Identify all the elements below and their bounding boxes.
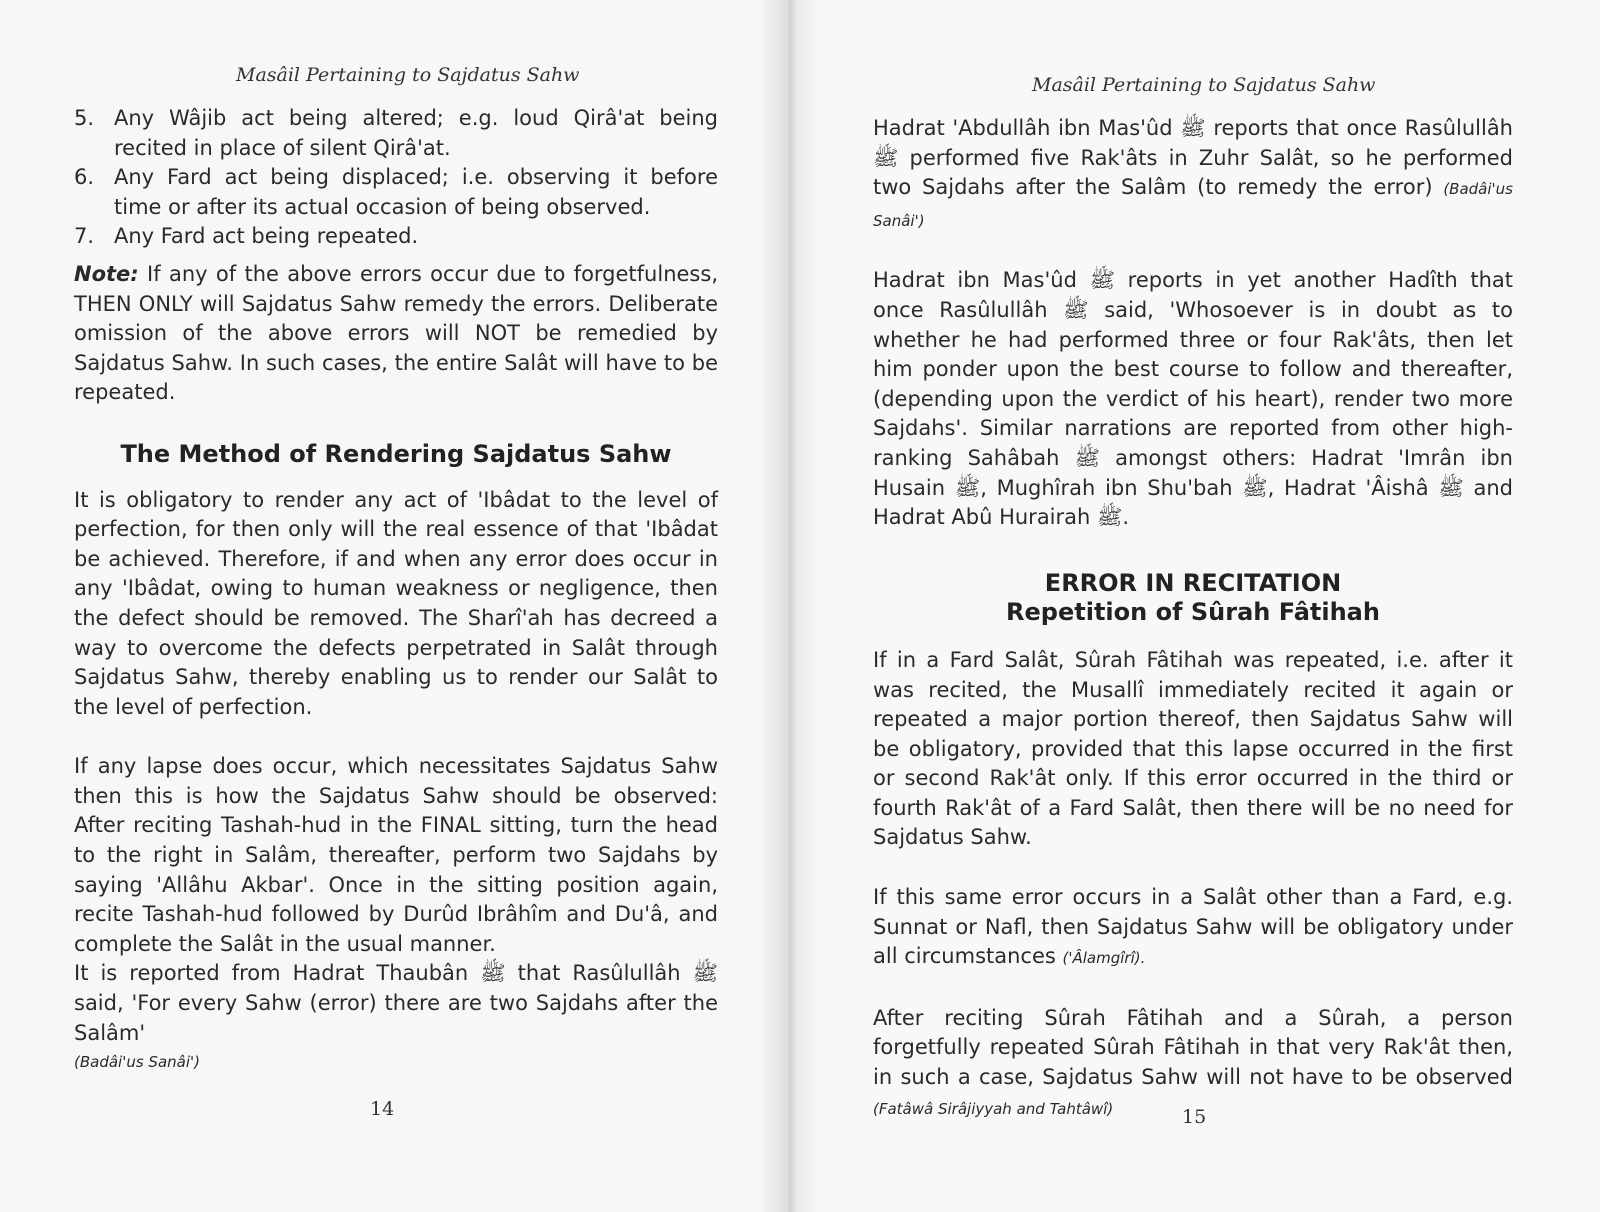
page-number: 15 <box>1182 1106 1207 1128</box>
list-text: Any Fard act being repeated. <box>114 224 419 249</box>
citation: (Badâi'us Sanâi') <box>873 180 1513 230</box>
book-gutter <box>760 0 820 1212</box>
paragraph: Hadrat ibn Mas'ûd ﷺ reports in yet another Hadîth that once Rasûlullâh ﷺ said, 'Whosoever is in doubt as to whether he had performed three or four Rak'âts, then let him ponder upon the best course to follow and thereafter, (depending upon the verdict of his heart), render two more Sajdahs'. Similar narrations are reported from other high-ranking Sahâbah ﷺ amongst others: Hadrat 'Imrân ibn Husain ﷺ, Mughîrah ibn Shu'bah ﷺ, Hadrat 'Âishâ ﷺ and Hadrat Abû Hurairah ﷺ. <box>873 268 1514 530</box>
list-text: Any Wâjib act being altered; e.g. loud Qirâ'at being recited in place of silent Qirâ'at. <box>114 106 718 160</box>
list-text: Any Fard act being displaced; i.e. observing it before time or after its actual occasion of being observed. <box>114 165 718 219</box>
section-heading: ERROR IN RECITATION <box>1044 568 1342 597</box>
note-label: Note: <box>74 261 139 286</box>
paragraph: If in a Fard Salât, Sûrah Fâtihah was repeated, i.e. after it was recited, the Musallî immediately recited it again or repeated a major portion thereof, then Sajdatus Sahw will be obligatory, provided that this lapse occurred in the first or second Rak'ât only. If this error occurred in the third or fourth Rak'ât of a Fard Salât, then there will be no need for Sajdatus Sahw. <box>873 647 1513 850</box>
right-page <box>786 0 1600 1212</box>
paragraph-text: Hadrat 'Abdullâh ibn Mas'ûd ﷺ reports that once Rasûlullâh ﷺ performed five Rak'âts in Zuhr Salât, so he performed two Sajdahs after the Salâm (to remedy the error) <box>873 116 1513 200</box>
note-text: If any of the above errors occur due to forgetfulness, THEN ONLY will Sajdatus Sahw remedy the errors. Deliberate omission of the above errors will NOT be remedied by Sajdatus Sahw. In such cases, the entire Salât will have to be repeated. <box>74 261 718 405</box>
paragraph-text: If this same error occurs in a Salât other than a Fard, e.g. Sunnat or Nafl, then Sajdatus Sahw will be obligatory under all circumstances <box>873 885 1513 969</box>
list-item <box>74 163 718 222</box>
running-header: Masâil Pertaining to Sajdatus Sahw <box>236 64 580 86</box>
section-heading: The Method of Rendering Sajdatus Sahw <box>120 439 672 468</box>
list-number: 6. <box>74 165 95 190</box>
citation: (Badâi'us Sanâi') <box>74 1053 200 1072</box>
list-number: 5. <box>74 106 95 130</box>
list-item <box>74 222 718 252</box>
paragraph <box>873 114 1513 236</box>
left-body <box>74 104 718 1078</box>
paragraph-text: After reciting Sûrah Fâtihah and a Sûrah, a person forgetfully repeated Sûrah Fâtihah in that very Rak'ât then, in such a case, Sajdatus Sahw will not have to be observed <box>873 1005 1513 1090</box>
section-subheading: Repetition of Sûrah Fâtihah <box>1006 598 1380 627</box>
left-page <box>0 0 786 1212</box>
list-item <box>74 104 718 163</box>
list-number: 7. <box>74 224 95 249</box>
paragraph: If any lapse does occur, which necessitates Sajdatus Sahw then this is how the Sajdatus Sahw should be observed: After reciting Tashah-hud in the FINAL sitting, turn the head to the right in Salâm, thereafter, perform two Sajdahs by saying 'Allâhu Akbar'. Once in the sitting position again, recite Tashah-hud followed by Durûd Ibrâhîm and Du'â, and complete the Salât in the usual manner. <box>74 754 718 956</box>
paragraph <box>873 883 1513 974</box>
right-body <box>873 114 1513 1124</box>
citation: (Fatâwâ Sirâjiyyah and Tahtâwî) <box>873 1099 1114 1118</box>
running-header: Masâil Pertaining to Sajdatus Sahw <box>1032 74 1376 96</box>
citation: ('Âlamgîrî). <box>1062 949 1146 968</box>
paragraph: It is reported from Hadrat Thaubân ﷺ that Rasûlullâh ﷺ said, 'For every Sahw (error) there are two Sajdahs after the Salâm' <box>74 961 719 1045</box>
paragraph: It is obligatory to render any act of 'Ibâdat to the level of perfection, for then only will the real essence of that 'Ibâdat be achieved. Therefore, if and when any error does occur in any 'Ibâdat, owing to human weakness or negligence, then the defect should be removed. The Sharî'ah has decreed a way to overcome the defects perpetrated in Salât through Sajdatus Sahw, thereby enabling us to render our Salât to the level of perfection. <box>74 487 718 719</box>
note-paragraph <box>74 260 718 408</box>
page-number: 14 <box>370 1098 395 1120</box>
